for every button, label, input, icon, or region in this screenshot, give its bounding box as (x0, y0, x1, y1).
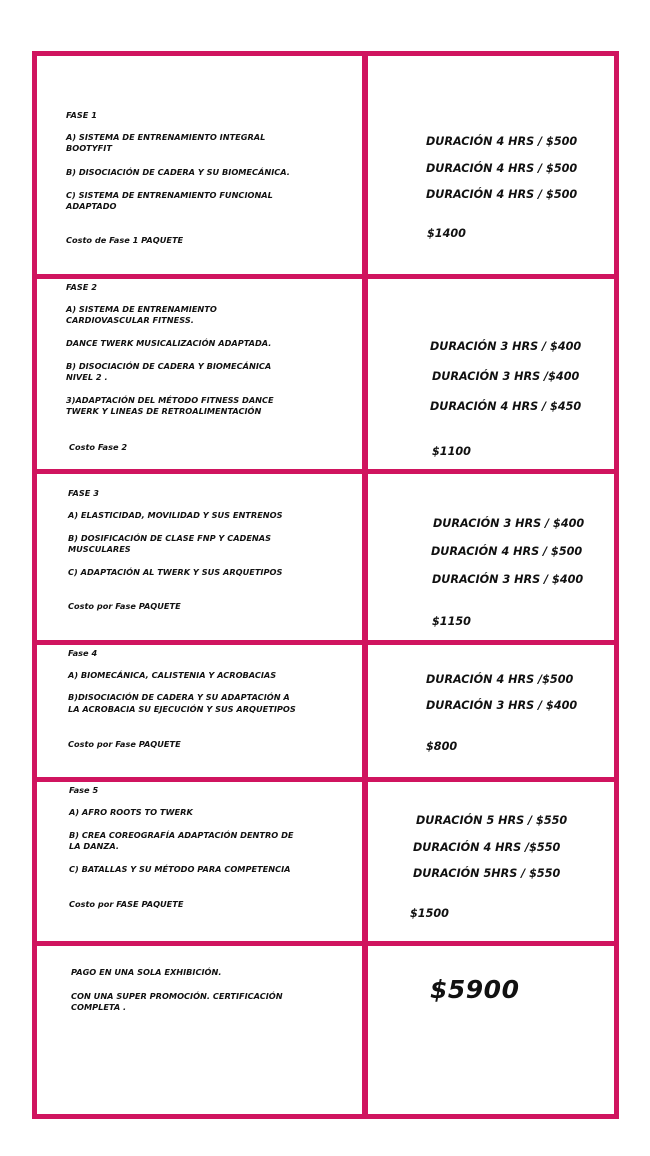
phase-2-item: DANCE TWERK MUSICALIZACIÓN ADAPTADA. (66, 338, 272, 348)
phase-2-item: NIVEL 2 . (66, 372, 108, 382)
phase-3-cost-label: Costo por Fase PAQUETE (68, 601, 181, 611)
phase-4-item: LA ACROBACIA SU EJECUCIÓN Y SUS ARQUETIPOS (68, 704, 296, 714)
phase-4-price: $800 (426, 740, 458, 753)
phase-5-item: A) AFRO ROOTS TO TWERK (69, 807, 193, 817)
phase-2-item: 3)ADAPTACIÓN DEL MÉTODO FITNESS DANCE (66, 395, 274, 405)
phase-3-price: $1150 (432, 615, 471, 628)
phase-4-item: B)DISOCIACIÓN DE CADERA Y SU ADAPTACIÓN A (68, 692, 290, 702)
phase-1-header: FASE 1 (66, 110, 97, 120)
row-divider-2 (32, 469, 619, 474)
phase-3-item: C) ADAPTACIÓN AL TWERK Y SUS ARQUETIPOS (68, 567, 283, 577)
phase-3-duration: DURACIÓN 4 HRS / $500 (431, 545, 583, 558)
phase-5-header: Fase 5 (69, 785, 99, 795)
phase-2-item: A) SISTEMA DE ENTRENAMIENTO (66, 304, 217, 314)
phase-4-header: Fase 4 (68, 648, 98, 658)
phase-1-item: C) SISTEMA DE ENTRENAMIENTO FUNCIONAL (66, 190, 273, 200)
phase-2-cost-label: Costo Fase 2 (69, 442, 128, 452)
phase-1-duration: DURACIÓN 4 HRS / $500 (426, 135, 578, 148)
phase-4-cost-label: Costo por Fase PAQUETE (68, 739, 181, 749)
total-price: $5900 (430, 975, 520, 1004)
phase-2-duration: DURACIÓN 4 HRS / $450 (430, 400, 582, 413)
phase-3-item: B) DOSIFICACIÓN DE CLASE FNP Y CADENAS (68, 533, 272, 543)
phase-1-duration: DURACIÓN 4 HRS / $500 (426, 188, 578, 201)
phase-1-item: B) DISOCIACIÓN DE CADERA Y SU BIOMECÁNICA. (66, 167, 290, 177)
phase-5-item: C) BATALLAS Y SU MÉTODO PARA COMPETENCIA (69, 864, 291, 874)
phase-1-item: A) SISTEMA DE ENTRENAMIENTO INTEGRAL (66, 132, 266, 142)
phase-2-item: CARDIOVASCULAR FITNESS. (66, 315, 194, 325)
phase-1-item: BOOTYFIT (66, 143, 112, 153)
phase-2-duration: DURACIÓN 3 HRS / $400 (430, 340, 582, 353)
phase-5-cost-label: Costo por FASE PAQUETE (69, 899, 184, 909)
phase-5-item: LA DANZA. (69, 841, 119, 851)
final-line: PAGO EN UNA SOLA EXHIBICIÓN. (71, 967, 222, 977)
phase-4-duration: DURACIÓN 4 HRS /$500 (426, 673, 574, 686)
phase-3-header: FASE 3 (68, 488, 99, 498)
phase-1-item: ADAPTADO (66, 201, 117, 211)
phase-4-duration: DURACIÓN 3 HRS / $400 (426, 699, 578, 712)
phase-2-item: TWERK Y LINEAS DE RETROALIMENTACIÓN (66, 406, 262, 416)
phase-3-item: MUSCULARES (68, 544, 131, 554)
phase-5-duration: DURACIÓN 5HRS / $550 (413, 867, 561, 880)
row-divider-5 (32, 941, 619, 946)
phase-2-header: FASE 2 (66, 282, 97, 292)
phase-3-duration: DURACIÓN 3 HRS / $400 (433, 517, 585, 530)
phase-5-item: B) CREA COREOGRAFÍA ADAPTACIÓN DENTRO DE (69, 830, 294, 840)
phase-5-duration: DURACIÓN 5 HRS / $550 (416, 814, 568, 827)
phase-2-price: $1100 (432, 445, 471, 458)
final-line: COMPLETA . (71, 1002, 127, 1012)
phase-2-item: B) DISOCIACIÓN DE CADERA Y BIOMECÁNICA (66, 361, 272, 371)
row-divider-4 (32, 777, 619, 782)
phase-3-item: A) ELASTICIDAD, MOVILIDAD Y SUS ENTRENOS (68, 510, 283, 520)
phase-1-duration: DURACIÓN 4 HRS / $500 (426, 162, 578, 175)
phase-2-duration: DURACIÓN 3 HRS /$400 (432, 370, 580, 383)
phase-5-duration: DURACIÓN 4 HRS /$550 (413, 841, 561, 854)
column-divider (362, 51, 368, 1119)
row-divider-3 (32, 640, 619, 645)
row-divider-1 (32, 274, 619, 279)
phase-1-price: $1400 (427, 227, 466, 240)
phase-5-price: $1500 (410, 907, 449, 920)
phase-3-duration: DURACIÓN 3 HRS / $400 (432, 573, 584, 586)
phase-1-cost-label: Costo de Fase 1 PAQUETE (66, 235, 184, 245)
phase-4-item: A) BIOMECÁNICA, CALISTENIA Y ACROBACIAS (68, 670, 277, 680)
final-line: CON UNA SUPER PROMOCIÓN. CERTIFICACIÓN (71, 991, 283, 1001)
